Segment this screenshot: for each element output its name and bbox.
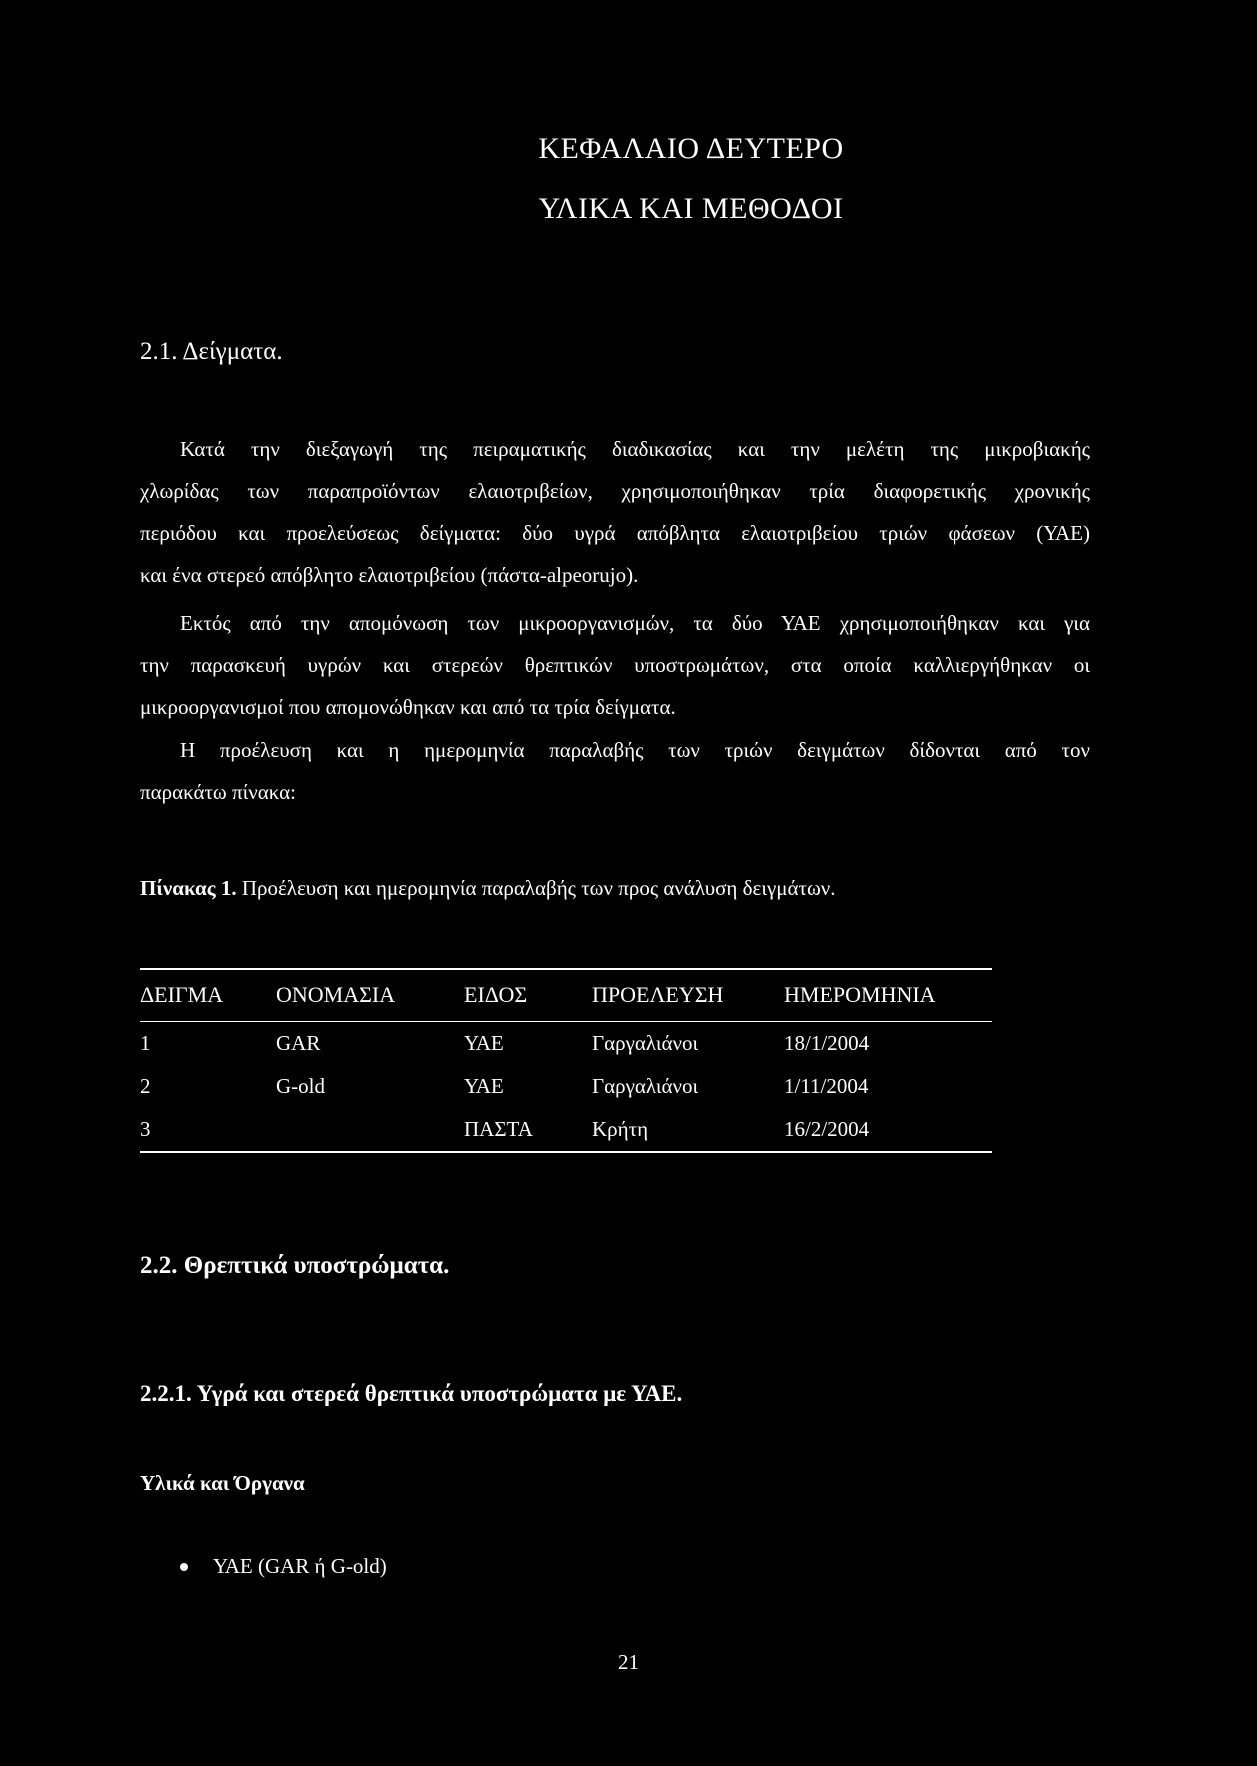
section-2-2-1-title: 2.2.1. Υγρά και στερεά θρεπτικά υποστρώματα με ΥΑΕ. bbox=[140, 1381, 683, 1406]
cell-name bbox=[276, 1108, 464, 1152]
paragraph-line: και ένα στερεό απόβλητο ελαιοτριβείου (πάστα-alpeorujo). bbox=[140, 563, 639, 587]
table-row bbox=[140, 1065, 992, 1108]
paragraph-line: παρακάτω πίνακα: bbox=[140, 780, 296, 804]
table-row bbox=[140, 1108, 992, 1152]
paragraph-substrates-use bbox=[140, 602, 1090, 728]
cell-sample: 1 bbox=[140, 1030, 151, 1055]
bullet-text: ΥΑΕ (GAR ή G-old) bbox=[213, 1554, 387, 1578]
samples-table bbox=[140, 968, 992, 1153]
paragraph-samples-intro bbox=[140, 428, 1090, 596]
paragraph-line: Εκτός από την απομόνωση των μικροοργανισμών, τα δύο ΥΑΕ χρησιμοποιήθηκαν και για bbox=[180, 611, 1090, 635]
table-caption-text: Προέλευση και ημερομηνία παραλαβής των προς ανάλυση δειγμάτων. bbox=[236, 876, 836, 900]
paragraph-line: Η προέλευση και η ημερομηνία παραλαβής των τριών δειγμάτων δίδονται από τον bbox=[180, 738, 1090, 762]
paragraph-line: περιόδου και προελεύσεως δείγματα: δύο υγρά απόβλητα ελαιοτριβείου τριών φάσεων (ΥΑΕ) bbox=[140, 521, 1090, 545]
header-date: ΗΜΕΡΟΜΗΝΙΑ bbox=[784, 982, 936, 1007]
cell-type: ΠΑΣΤΑ bbox=[464, 1116, 533, 1141]
cell-name: G-old bbox=[276, 1073, 325, 1098]
paragraph-table-reference bbox=[140, 729, 1090, 813]
cell-origin: Γαργαλιάνοι bbox=[592, 1030, 699, 1055]
cell-date: 18/1/2004 bbox=[784, 1030, 870, 1055]
cell-sample: 2 bbox=[140, 1073, 151, 1098]
bullet-list-item bbox=[180, 1554, 387, 1579]
table-caption-label: Πίνακας 1. bbox=[140, 876, 237, 900]
cell-type: ΥΑΕ bbox=[464, 1073, 504, 1098]
cell-origin: Κρήτη bbox=[592, 1116, 649, 1141]
cell-date: 1/11/2004 bbox=[784, 1073, 869, 1098]
cell-type: ΥΑΕ bbox=[464, 1030, 504, 1055]
header-origin: ΠΡΟΕΛΕΥΣΗ bbox=[592, 982, 724, 1007]
cell-name: GAR bbox=[276, 1030, 321, 1055]
paragraph-line: Κατά την διεξαγωγή της πειραματικής διαδικασίας και την μελέτη της μικροβιακής bbox=[180, 437, 1090, 461]
cell-origin: Γαργαλιάνοι bbox=[592, 1073, 699, 1098]
table-header-row bbox=[140, 969, 992, 1022]
header-name: ΟΝΟΜΑΣΙΑ bbox=[276, 982, 396, 1007]
header-sample: ΔΕΙΓΜΑ bbox=[140, 982, 224, 1007]
page-number: 21 bbox=[618, 1650, 639, 1674]
bullet-icon bbox=[180, 1563, 188, 1571]
paragraph-line: μικροοργανισμοί που απομονώθηκαν και από τα τρία δείγματα. bbox=[140, 695, 676, 719]
chapter-heading: ΚΕΦΑΛΑΙΟ ΔΕΥΤΕΡΟ bbox=[538, 132, 844, 165]
cell-sample: 3 bbox=[140, 1116, 151, 1141]
table-caption bbox=[140, 876, 836, 901]
header-type: ΕΙΔΟΣ bbox=[464, 982, 528, 1007]
chapter-subheading: ΥΛΙΚΑ ΚΑΙ ΜΕΘΟΔΟΙ bbox=[538, 192, 844, 225]
table-row bbox=[140, 1022, 992, 1066]
section-2-2-title: 2.2. Θρεπτικά υποστρώματα. bbox=[140, 1252, 450, 1279]
cell-date: 16/2/2004 bbox=[784, 1116, 870, 1141]
section-2-1-title: 2.1. Δείγματα. bbox=[140, 338, 283, 365]
materials-subheading: Υλικά και Όργανα bbox=[140, 1471, 305, 1495]
paragraph-line: χλωρίδας των παραπροϊόντων ελαιοτριβείων, χρησιμοποιήθηκαν τρία διαφορετικής χρονικής bbox=[140, 479, 1090, 503]
paragraph-line: την παρασκευή υγρών και στερεών θρεπτικών υποστρωμάτων, στα οποία καλλιεργήθηκαν οι bbox=[140, 653, 1090, 677]
